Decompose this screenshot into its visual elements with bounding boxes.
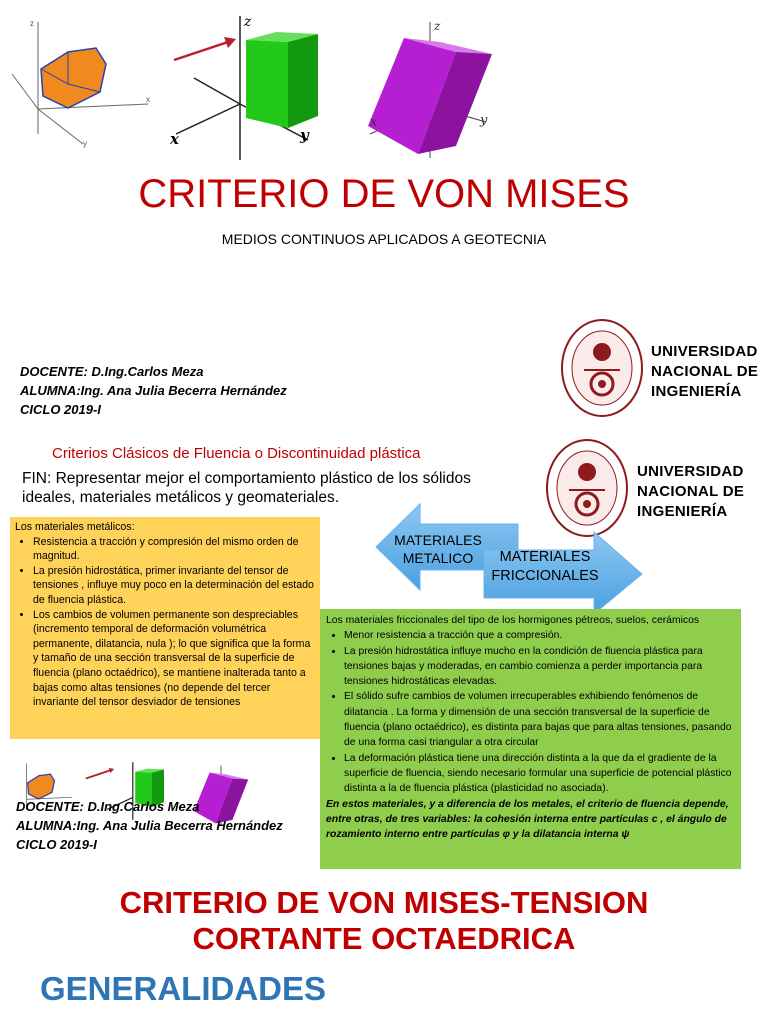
university-name-2 [637, 462, 744, 522]
magenta-prism-figure [360, 14, 500, 160]
axis-label-z-prism: z [434, 19, 441, 33]
arrow-metalico-line-2: METALICO [402, 550, 474, 566]
friccionales-item: • La presión hidrostática influye mucho en la condición de fluencia plástica para tensiones bajas y moderadas, en cambio comienza a perder importancia para tensiones hidrostáticas elevadas. [344, 644, 733, 690]
friccionales-item: • Menor resistencia a tracción que a compresión. [344, 628, 733, 643]
credits-block [20, 362, 287, 419]
metalicos-item: • Los cambios de volumen permanente son despreciables (incremento temporal de deformación volumétrica permanente, dilatancia, nula ); lo que significa que la forma y tamaño de una sección transversal de la superficie de fluencia (plano octaédrico), se mantiene inalterada tanto a bajas como altas tensiones (no depende del tercer invariante del tensor desviador de tensiones [33, 608, 314, 710]
docente-line-2: DOCENTE: D.Ing.Carlos Meza [16, 799, 200, 814]
generalidades-heading: GENERALIDADES [40, 970, 327, 1007]
axis-label-y-prism: y [480, 113, 488, 128]
friccionales-closing: En estos materiales, y a diferencia de los metales, el criterio de fluencia depende, entre otras, de tres variables: la cohesión interna entre partículas c , el ángulo de rozamiento interno entre partículas φ y la dilatancia interna ψ [326, 798, 729, 841]
university-line-2: NACIONAL DE [651, 363, 759, 380]
alumna-line-2: ALUMNA:Ing. Ana Julia Becerra Hernández [16, 818, 283, 833]
yield-surface-figure [8, 14, 158, 154]
friccionales-list [326, 628, 733, 796]
friccionales-item: • La deformación plástica tiene una dirección distinta a la que da el gradiente de la superficie de fluencia, siendo necesario formular una superficie de potencial plástico distinta a la de fluencia plástica (plasticidad no asociada). [344, 751, 733, 797]
metalicos-item: • Resistencia a tracción y compresión del mismo orden de magnitud. [33, 535, 314, 564]
axis-label-z: z [244, 14, 252, 30]
metalicos-item: • La presión hidrostática, primer invariante del tensor de tensiones , influye muy poco en la determinación del estado de fluencia plástica. [33, 564, 314, 608]
university-line-1: UNIVERSIDAD [651, 343, 758, 360]
criterios-heading: Criterios Clásicos de Fluencia o Discontinuidad plástica [52, 445, 421, 462]
arrow-label-metalico [388, 531, 488, 567]
university-line-3: INGENIERÍA [651, 383, 742, 400]
university-2-line-2: NACIONAL DE [637, 483, 745, 500]
arrow-friccionales-line-1: MATERIALES [499, 549, 591, 565]
green-cube-figure [168, 12, 348, 164]
friccionales-box [320, 609, 741, 869]
university-2-line-1: UNIVERSIDAD [637, 463, 744, 480]
axis-label-y-small: y [83, 139, 87, 148]
axis-label-y: y [300, 126, 309, 144]
friccionales-item: • El sólido sufre cambios de volumen irrecuperables exhibiendo fenómenos de dilatancia . La forma y dimensión de una sección transversal de la superficie de fluencia (plano octaédrico), es distinta para bajas que para altas tensiones, pasando de una forma casi triangular a otra circular [344, 689, 733, 750]
metalicos-heading: Los materiales metálicos: [15, 521, 135, 533]
university-2-line-3: INGENIERÍA [637, 503, 728, 520]
axis-label-x: x [170, 130, 179, 148]
alumna-line: ALUMNA:Ing. Ana Julia Becerra Hernández [20, 383, 287, 398]
section-title-line-2: CORTANTE OCTAEDRICA [192, 921, 576, 956]
page-title: CRITERIO DE VON MISES [138, 172, 630, 216]
university-name [651, 342, 758, 402]
section-title-line-1: CRITERIO DE VON MISES-TENSION [119, 885, 649, 920]
section-title [0, 885, 768, 957]
fin-statement: FIN: Representar mejor el comportamiento plástico de los sólidos ideales, materiales metálicos y geomateriales. [22, 470, 471, 506]
page-subtitle: MEDIOS CONTINUOS APLICADOS A GEOTECNIA [221, 231, 547, 247]
docente-line: DOCENTE: D.Ing.Carlos Meza [20, 364, 204, 379]
credits-block-2 [16, 797, 283, 854]
arrow-label-friccionales [486, 548, 604, 586]
ciclo-line: CICLO 2019-I [20, 402, 101, 417]
friccionales-heading: Los materiales friccionales del tipo de los hormigones pétreos, suelos, cerámicos [326, 615, 700, 626]
arrow-friccionales-line-2: FRICCIONALES [491, 568, 599, 584]
axis-label-x-small: x [146, 95, 150, 104]
arrow-metalico-line-1: MATERIALES [394, 532, 482, 548]
axis-label-z-small: z [30, 19, 34, 28]
ciclo-line-2: CICLO 2019-I [16, 837, 97, 852]
axis-label-x-prism: x [370, 115, 378, 130]
university-seal [560, 318, 644, 418]
metalicos-list [15, 535, 314, 710]
metalicos-box [10, 517, 320, 739]
